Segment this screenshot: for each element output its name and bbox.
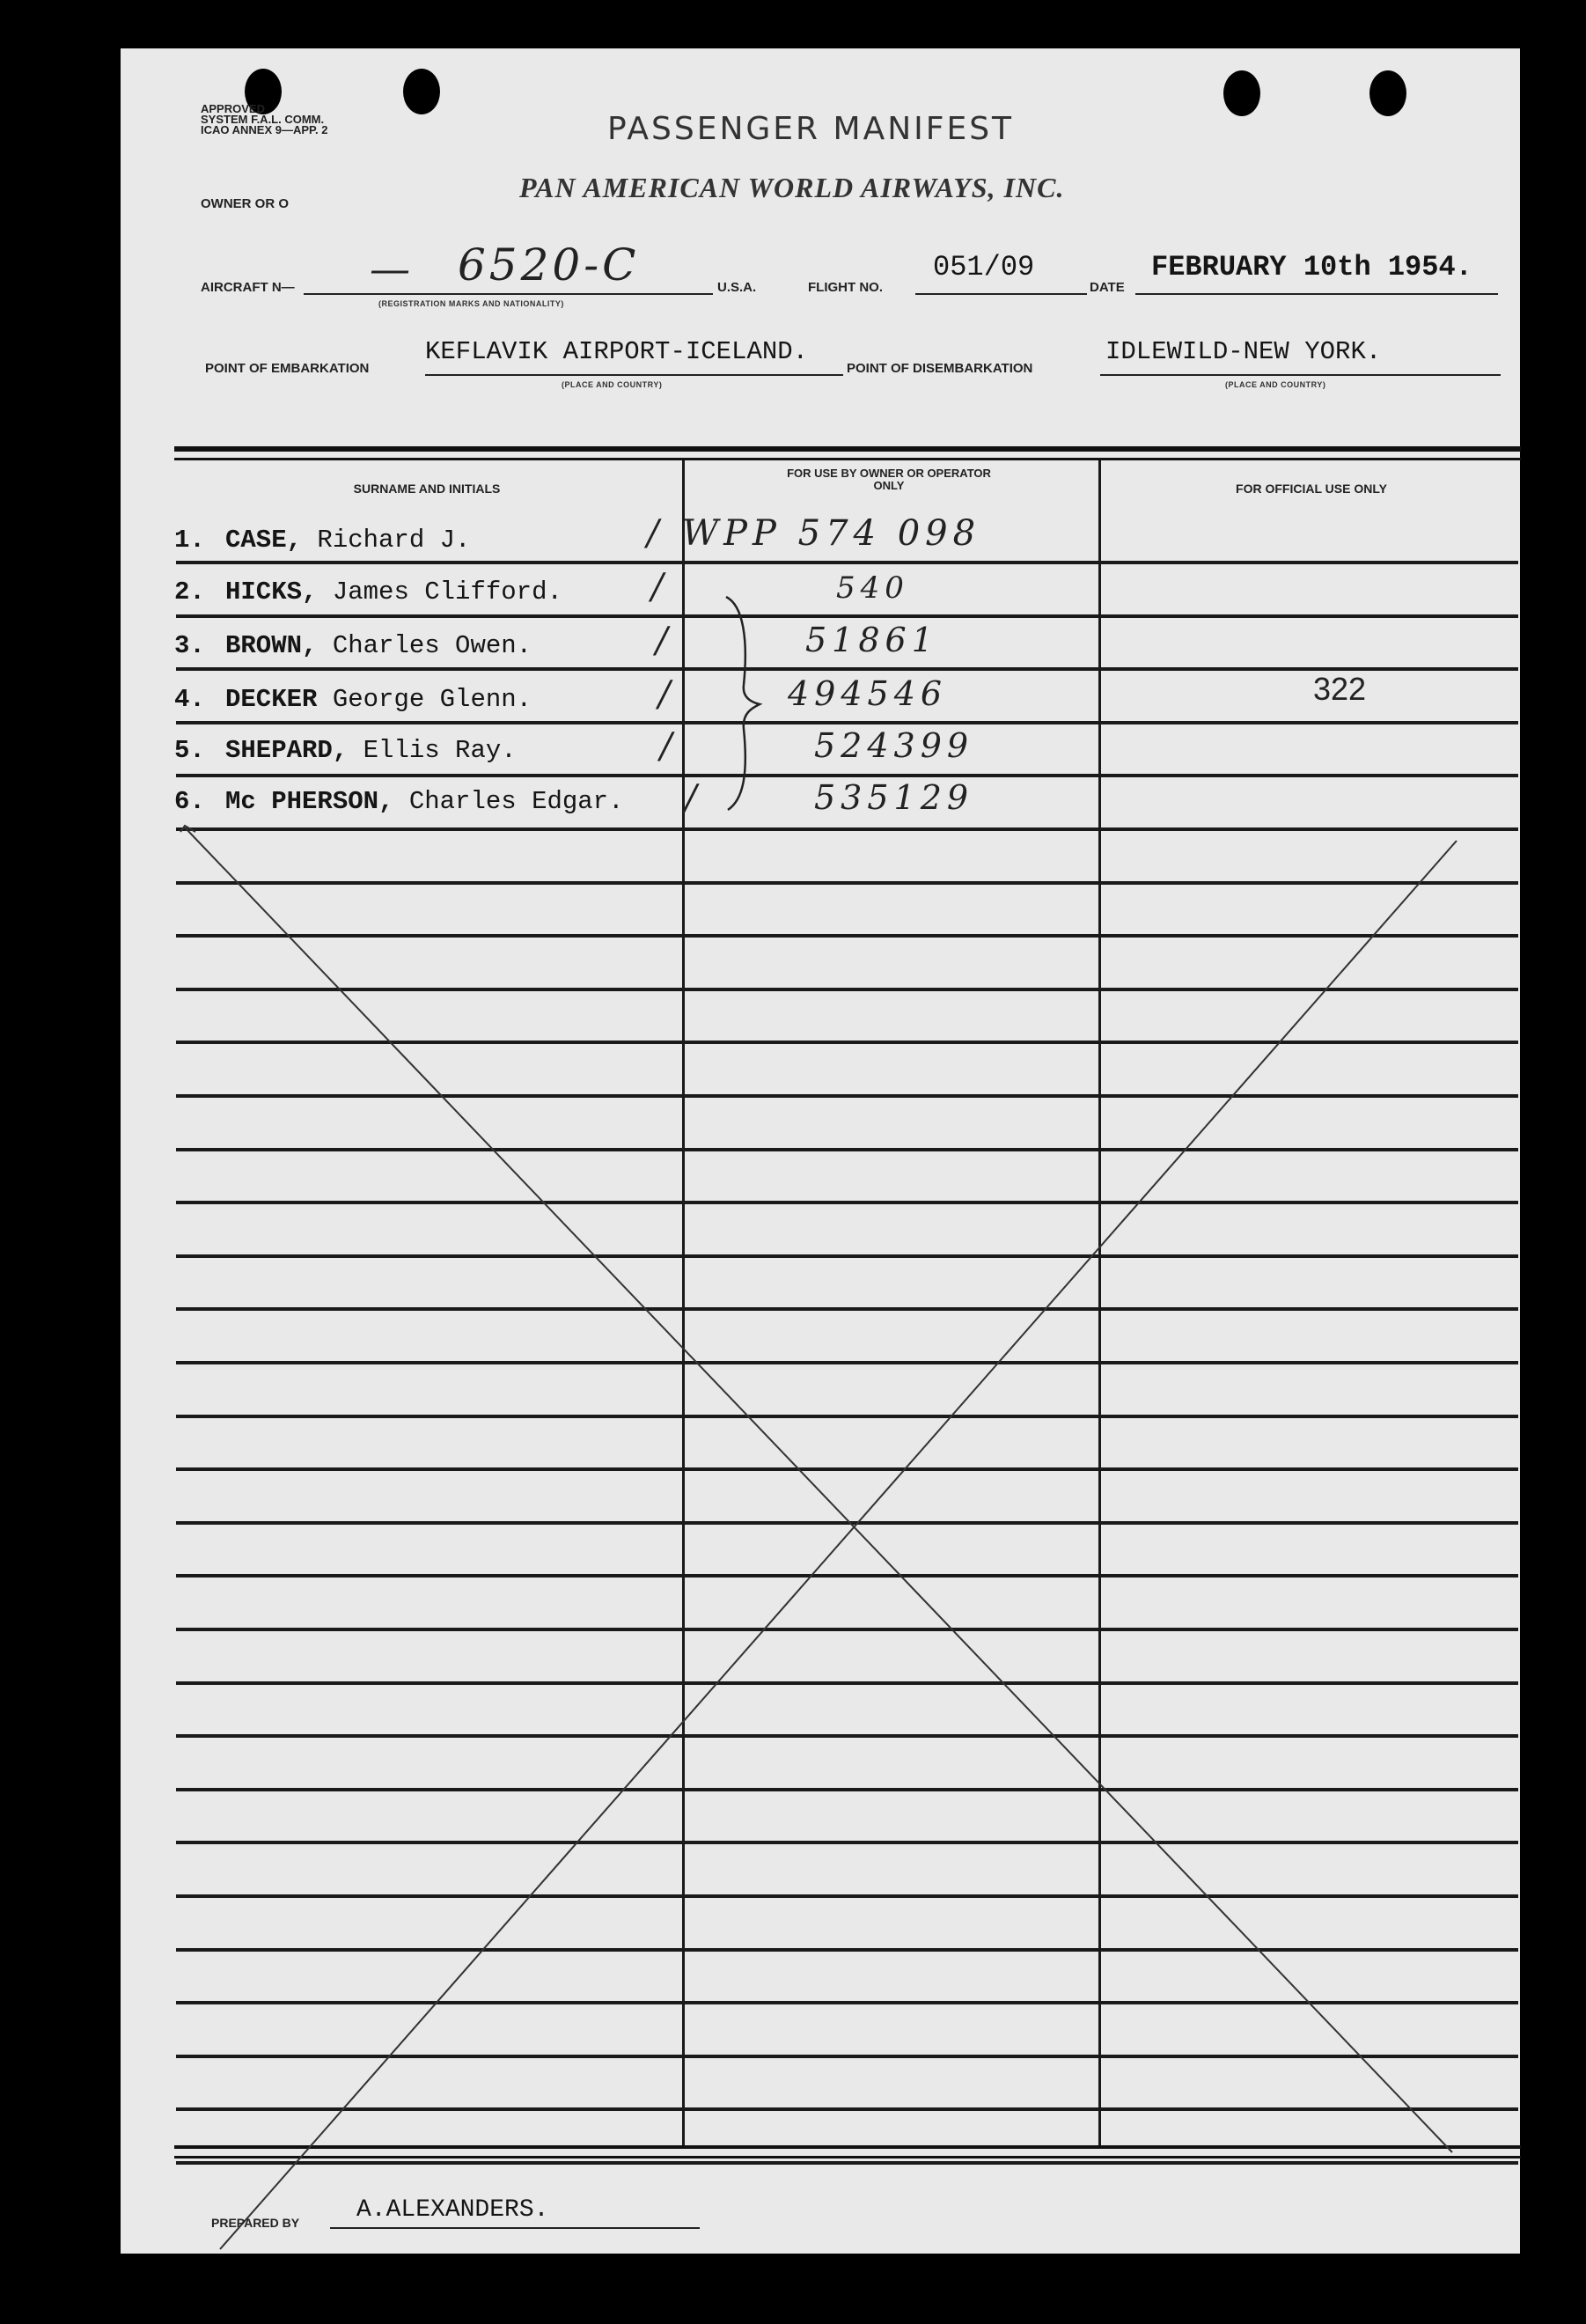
passenger-given-names: George Glenn. (332, 685, 532, 714)
approval-line: APPROVED (201, 102, 265, 115)
prepared-by-name: A.ALEXANDERS. (356, 2196, 549, 2224)
flight-label: FLIGHT NO. (808, 280, 883, 295)
date-label: DATE (1090, 280, 1125, 295)
owner-label: OWNER OR O (201, 196, 289, 211)
passenger-surname: HICKS, (225, 577, 318, 607)
prepared-label: PREPARED BY (211, 2216, 300, 2230)
approval-line: SYSTEM F.A.L. COMM. (201, 113, 325, 126)
passenger-given-names: Charles Edgar. (408, 787, 624, 816)
nationality-label: U.S.A. (717, 280, 757, 295)
col-header-owner: FOR USE BY OWNER OR OPERATOR ONLY (787, 467, 991, 492)
check-mark: / (658, 674, 671, 715)
row-number: 6. (174, 787, 205, 816)
passenger-given-names: Charles Owen. (332, 631, 532, 660)
disembarkation-point: IDLEWILD-NEW YORK. (1105, 337, 1382, 366)
check-mark: / (660, 726, 672, 767)
owner-use-entry: 51861 (805, 621, 938, 659)
owner-use-entry: 535129 (814, 778, 974, 817)
embarkation-sublabel: (PLACE AND COUNTRY) (562, 380, 663, 389)
disembarkation-sublabel: (PLACE AND COUNTRY) (1225, 380, 1326, 389)
prepared-fill-line (330, 2227, 700, 2229)
owner-use-entry: 540 (836, 570, 909, 606)
approval-line: ICAO ANNEX 9—APP. 2 (201, 123, 328, 136)
passenger-given-names: Richard J. (317, 526, 471, 555)
owner-use-entry: WPP 574 098 (682, 513, 981, 554)
aircraft-sublabel: (REGISTRATION MARKS AND NATIONALITY) (378, 299, 564, 308)
owner-use-entry: 524399 (814, 726, 974, 765)
row-number: 5. (174, 736, 205, 765)
passenger-surname: CASE, (225, 526, 303, 555)
check-mark: / (651, 567, 664, 607)
check-mark: / (656, 621, 668, 661)
row-number: 2. (174, 577, 205, 607)
check-mark: / (647, 513, 659, 554)
passenger-surname: BROWN, (225, 631, 318, 660)
embarkation-label: POINT OF EMBARKATION (205, 361, 370, 376)
passenger-surname: Mc PHERSON, (225, 787, 394, 816)
aircraft-label: AIRCRAFT N— (201, 280, 295, 295)
aircraft-registration: 6520-C (458, 239, 640, 290)
official-use-entry: 322 (1313, 671, 1367, 707)
col-header-official: FOR OFFICIAL USE ONLY (1236, 482, 1387, 496)
form-title: PASSENGER MANIFEST (607, 111, 1015, 147)
row-number: 4. (174, 685, 205, 714)
check-mark: / (685, 778, 697, 819)
passenger-given-names: James Clifford. (332, 577, 562, 607)
owner-use-entry: 494546 (788, 674, 948, 713)
passenger-surname: SHEPARD, (225, 736, 349, 765)
flight-date: FEBRUARY 10th 1954. (1151, 251, 1472, 283)
aircraft-dash: — (370, 245, 410, 292)
row-number: 3. (174, 631, 205, 660)
airline-stamp: PAN AMERICAN WORLD AIRWAYS, INC. (519, 172, 1065, 203)
passenger-surname: DECKER (225, 685, 318, 714)
row-number: 1. (174, 526, 205, 555)
disembarkation-label: POINT OF DISEMBARKATION (847, 361, 1033, 376)
embarkation-point: KEFLAVIK AIRPORT-ICELAND. (425, 337, 809, 366)
flight-number: 051/09 (933, 251, 1035, 283)
passenger-given-names: Ellis Ray. (363, 736, 517, 765)
col-header-names: SURNAME AND INITIALS (353, 482, 501, 496)
